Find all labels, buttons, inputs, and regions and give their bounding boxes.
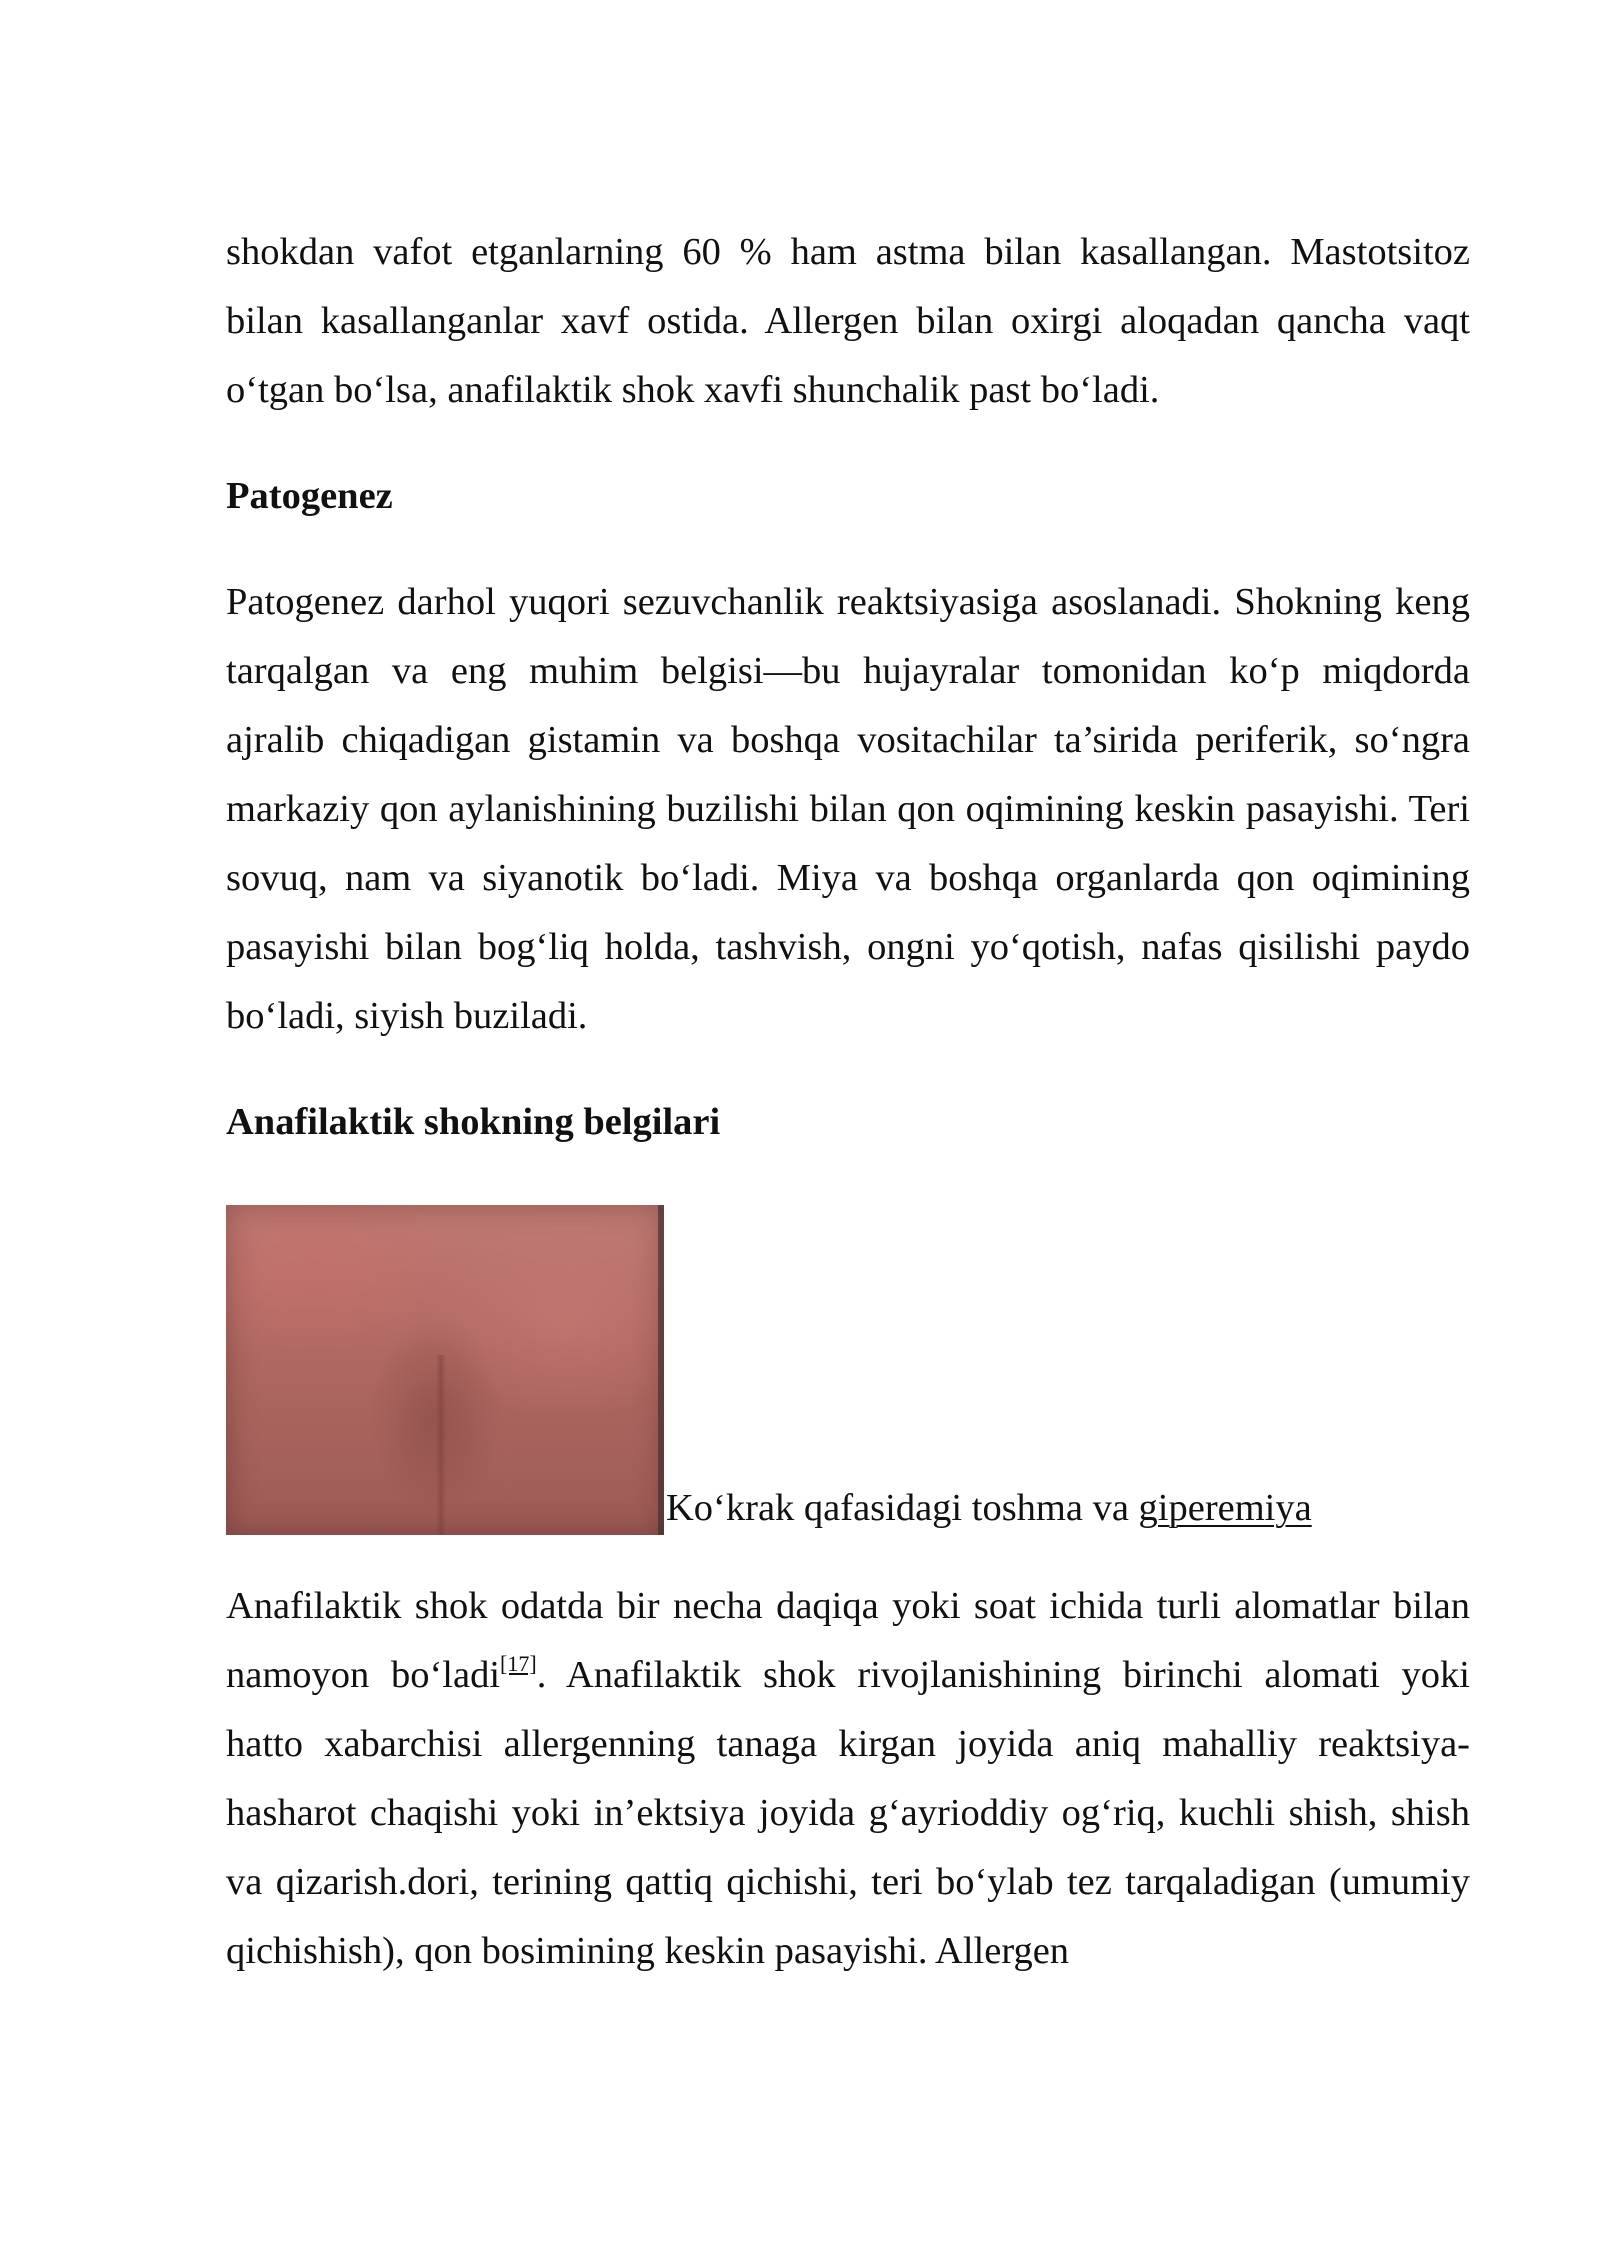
figure-caption bbox=[666, 1474, 1312, 1543]
symptoms-text-rest: . Anafilaktik shok rivojlanishining birinchi alomati yoki hatto xabarchisi allergenning tanaga kirgan joyida aniq mahalliy reaktsiya-hasharot chaqishi yoki in’ektsiya joyida g‘ayrioddiy og‘riq, kuchli shish, shish va qizarish.dori, terining qattiq qichishi, teri bo‘ylab tez tarqaladigan (umumiy qichishish), qon bosimining keskin pasayishi. Allergen bbox=[226, 1654, 1470, 1972]
page-content bbox=[226, 218, 1470, 1986]
paragraph-symptoms bbox=[226, 1572, 1470, 1986]
reference-17-link[interactable]: [17] bbox=[500, 1651, 537, 1676]
symptoms-text-start: Anafilaktik shok odatda bir necha daqiqa yoki soat ichida turli alomatlar bilan namoyon bo‘ladi bbox=[226, 1585, 1470, 1696]
caption-text: Ko‘krak qafasidagi toshma va bbox=[666, 1487, 1139, 1529]
heading-pathogenesis: Patogenez bbox=[226, 475, 393, 517]
chest-rash-image bbox=[226, 1205, 664, 1535]
reference-mark bbox=[500, 1651, 537, 1676]
hyperemia-link[interactable]: giperemiya bbox=[1138, 1487, 1312, 1529]
heading-signs: Anafilaktik shokning belgilari bbox=[226, 1101, 721, 1143]
paragraph-intro: shokdan vafot etganlarning 60 % ham astma bilan kasallangan. Mastotsitoz bilan kasallanganlar xavf ostida. Allergen bilan oxirgi aloqadan qancha vaqt o‘tgan bo‘lsa, anafilaktik shok xavfi shunchalik past bo‘ladi. bbox=[226, 231, 1470, 411]
figure-rash-photo bbox=[226, 1205, 1470, 1535]
paragraph-pathogenesis: Patogenez darhol yuqori sezuvchanlik reaktsiyasiga asoslanadi. Shokning keng tarqalgan va eng muhim belgisi—bu hujayralar tomonidan ko‘p miqdorda ajralib chiqadigan gistamin va boshqa vositachilar ta’sirida periferik, so‘ngra markaziy qon aylanishining buzilishi bilan qon oqimining keskin pasayishi. Teri sovuq, nam va siyanotik bo‘ladi. Miya va boshqa organlarda qon oqimining pasayishi bilan bog‘liq holda, tashvish, ongni yo‘qotish, nafas qisilishi paydo bo‘ladi, siyish buziladi. bbox=[226, 581, 1470, 1037]
